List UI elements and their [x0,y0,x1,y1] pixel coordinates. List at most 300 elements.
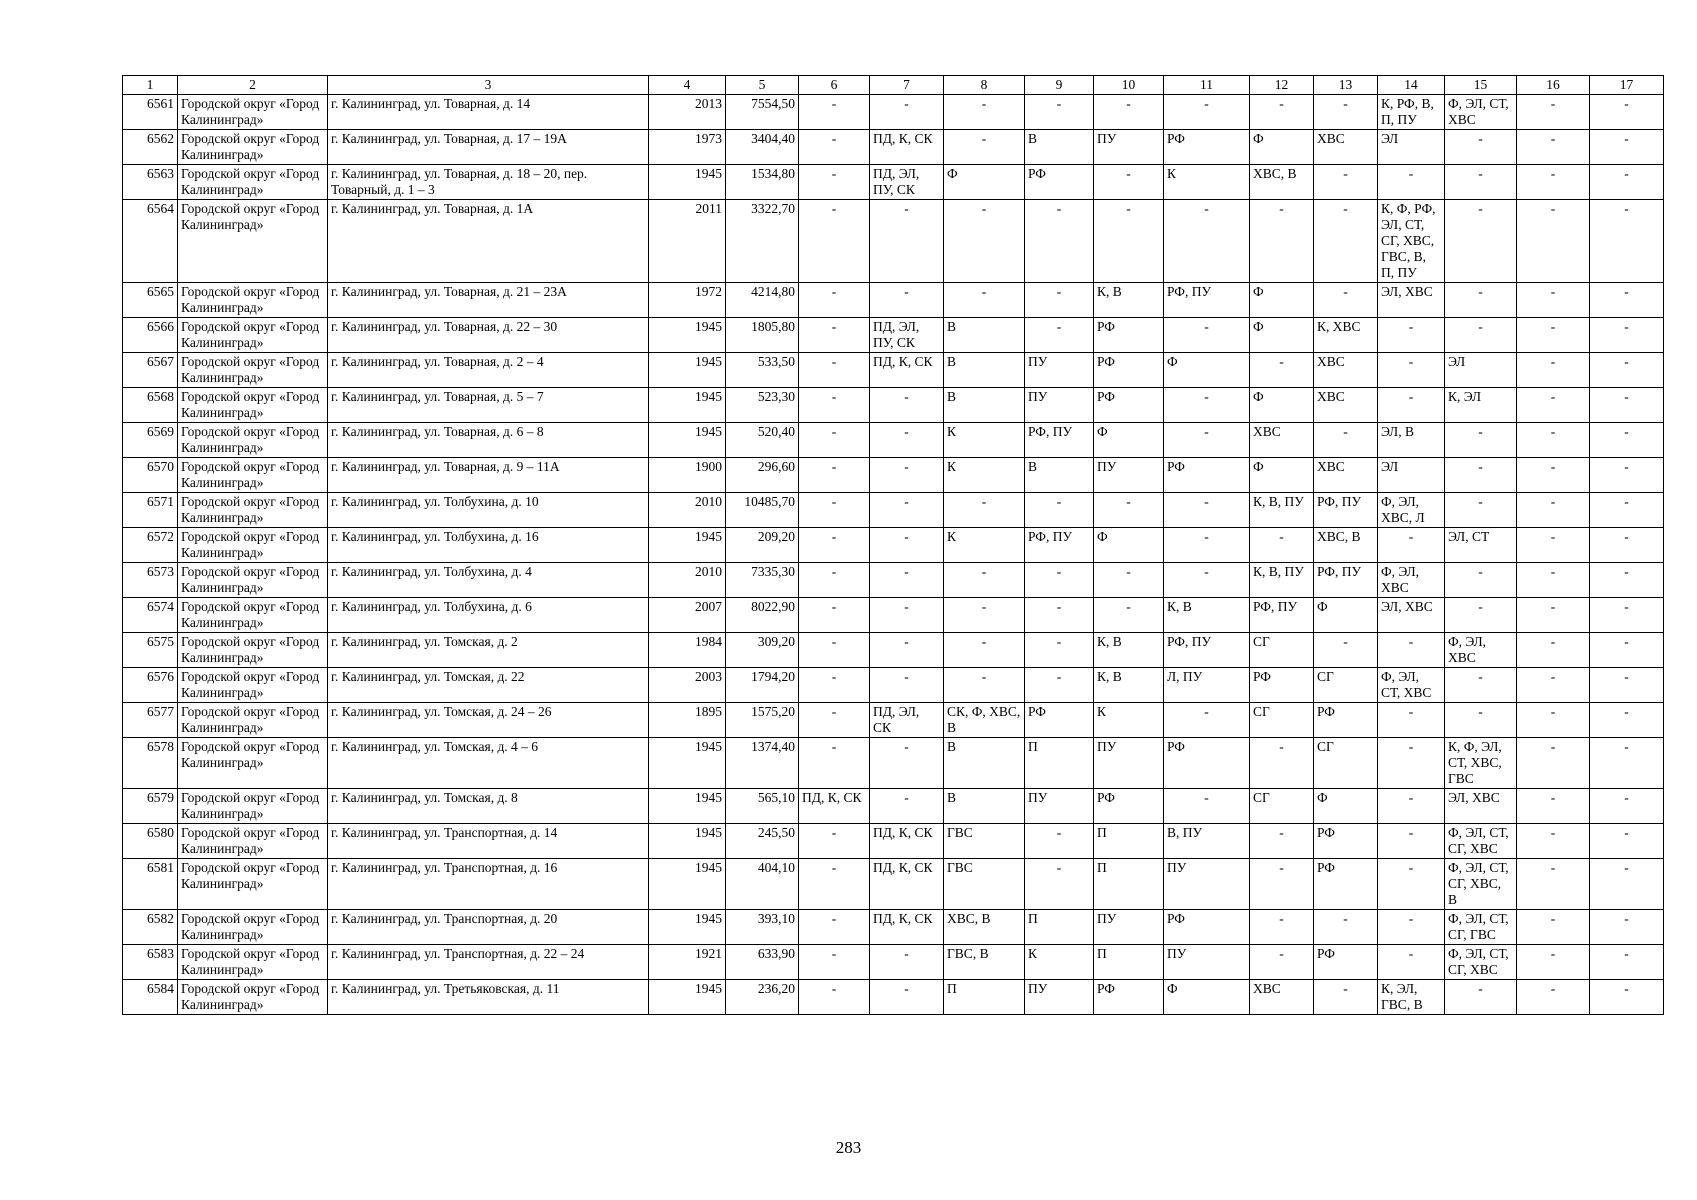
col7-cell: - [870,563,944,598]
col6-cell: - [799,388,870,423]
col7-cell: - [870,633,944,668]
address-cell: г. Калининград, ул. Товарная, д. 18 – 20, пер. Товарный, д. 1 – 3 [328,165,649,200]
col15-cell: ЭЛ, СТ [1445,528,1517,563]
address-cell: г. Калининград, ул. Толбухина, д. 4 [328,563,649,598]
col6-cell: - [799,493,870,528]
col6-cell: - [799,633,870,668]
col16-cell: - [1517,980,1590,1015]
table-row [123,388,1664,423]
col16-cell: - [1517,283,1590,318]
municipality-cell: Городской округ «Город Калининград» [178,165,328,200]
col13-cell: - [1314,910,1378,945]
col6-cell: - [799,668,870,703]
col11-cell: - [1164,703,1250,738]
row-number-cell: 6577 [123,703,178,738]
col12-cell: - [1250,528,1314,563]
col13-cell: ХВС [1314,353,1378,388]
col15-cell: К, ЭЛ [1445,388,1517,423]
municipality-cell: Городской округ «Город Калининград» [178,703,328,738]
col12-cell: ХВС, В [1250,165,1314,200]
col14-cell: Ф, ЭЛ, СТ, ХВС [1378,668,1445,703]
col12-cell: К, В, ПУ [1250,563,1314,598]
col14-cell: - [1378,703,1445,738]
table-row [123,824,1664,859]
area-cell: 209,20 [726,528,799,563]
row-number-cell: 6563 [123,165,178,200]
col16-cell: - [1517,738,1590,789]
col17-cell: - [1590,388,1664,423]
col7-cell: - [870,95,944,130]
col14-cell: ЭЛ [1378,458,1445,493]
col9-cell: П [1025,738,1094,789]
address-cell: г. Калининград, ул. Товарная, д. 6 – 8 [328,423,649,458]
col15-cell: ЭЛ [1445,353,1517,388]
column-header-10: 10 [1094,76,1164,95]
column-header-15: 15 [1445,76,1517,95]
area-cell: 1794,20 [726,668,799,703]
area-cell: 633,90 [726,945,799,980]
municipality-cell: Городской округ «Город Калининград» [178,493,328,528]
year-cell: 1945 [649,165,726,200]
col10-cell: - [1094,493,1164,528]
col7-cell: - [870,789,944,824]
col10-cell: ПУ [1094,910,1164,945]
municipality-cell: Городской округ «Город Калининград» [178,945,328,980]
col12-cell: РФ [1250,668,1314,703]
col10-cell: РФ [1094,980,1164,1015]
table-row [123,458,1664,493]
col14-cell: К, ЭЛ, ГВС, В [1378,980,1445,1015]
col9-cell: - [1025,318,1094,353]
col16-cell: - [1517,668,1590,703]
col8-cell: В [944,353,1025,388]
row-number-cell: 6564 [123,200,178,283]
year-cell: 2007 [649,598,726,633]
col7-cell: ПД, ЭЛ, ПУ, СК [870,165,944,200]
address-cell: г. Калининград, ул. Товарная, д. 5 – 7 [328,388,649,423]
address-cell: г. Калининград, ул. Транспортная, д. 14 [328,824,649,859]
col15-cell: - [1445,423,1517,458]
col8-cell: ГВС [944,859,1025,910]
col10-cell: П [1094,945,1164,980]
col7-cell: - [870,980,944,1015]
col11-cell: РФ, ПУ [1164,283,1250,318]
table-row [123,563,1664,598]
col7-cell: ПД, К, СК [870,910,944,945]
year-cell: 1895 [649,703,726,738]
row-number-cell: 6565 [123,283,178,318]
column-header-1: 1 [123,76,178,95]
col7-cell: - [870,945,944,980]
col9-cell: - [1025,283,1094,318]
row-number-cell: 6581 [123,859,178,910]
address-cell: г. Калининград, ул. Томская, д. 8 [328,789,649,824]
col17-cell: - [1590,738,1664,789]
col8-cell: - [944,598,1025,633]
year-cell: 1984 [649,633,726,668]
col8-cell: К [944,528,1025,563]
col15-cell: - [1445,980,1517,1015]
col7-cell: - [870,388,944,423]
col13-cell: СГ [1314,668,1378,703]
col15-cell: - [1445,458,1517,493]
col12-cell: - [1250,910,1314,945]
col7-cell: - [870,528,944,563]
col9-cell: ПУ [1025,353,1094,388]
col16-cell: - [1517,318,1590,353]
col14-cell: - [1378,353,1445,388]
col9-cell: РФ [1025,165,1094,200]
col7-cell: ПД, К, СК [870,824,944,859]
year-cell: 2010 [649,563,726,598]
col11-cell: - [1164,318,1250,353]
col9-cell: - [1025,598,1094,633]
col8-cell: П [944,980,1025,1015]
col8-cell: - [944,283,1025,318]
col11-cell: Л, ПУ [1164,668,1250,703]
municipality-cell: Городской округ «Город Калининград» [178,789,328,824]
row-number-cell: 6584 [123,980,178,1015]
col11-cell: РФ, ПУ [1164,633,1250,668]
area-cell: 1805,80 [726,318,799,353]
column-header-7: 7 [870,76,944,95]
year-cell: 2013 [649,95,726,130]
address-cell: г. Калининград, ул. Товарная, д. 9 – 11А [328,458,649,493]
col16-cell: - [1517,493,1590,528]
col17-cell: - [1590,563,1664,598]
col17-cell: - [1590,859,1664,910]
col10-cell: - [1094,200,1164,283]
area-cell: 236,20 [726,980,799,1015]
col16-cell: - [1517,789,1590,824]
municipality-cell: Городской округ «Город Калининград» [178,910,328,945]
column-header-5: 5 [726,76,799,95]
col11-cell: - [1164,789,1250,824]
col16-cell: - [1517,910,1590,945]
col17-cell: - [1590,668,1664,703]
table-row [123,980,1664,1015]
col10-cell: РФ [1094,318,1164,353]
col10-cell: П [1094,859,1164,910]
col16-cell: - [1517,458,1590,493]
address-cell: г. Калининград, ул. Транспортная, д. 16 [328,859,649,910]
col9-cell: - [1025,95,1094,130]
year-cell: 2010 [649,493,726,528]
col17-cell: - [1590,423,1664,458]
col15-cell: - [1445,668,1517,703]
col7-cell: ПД, ЭЛ, ПУ, СК [870,318,944,353]
col10-cell: РФ [1094,353,1164,388]
row-number-cell: 6582 [123,910,178,945]
col10-cell: ПУ [1094,738,1164,789]
column-header-17: 17 [1590,76,1664,95]
address-cell: г. Калининград, ул. Транспортная, д. 20 [328,910,649,945]
col8-cell: - [944,95,1025,130]
col15-cell: - [1445,165,1517,200]
table-row [123,200,1664,283]
municipality-cell: Городской округ «Город Калининград» [178,980,328,1015]
address-cell: г. Калининград, ул. Товарная, д. 17 – 19А [328,130,649,165]
col16-cell: - [1517,859,1590,910]
col14-cell: - [1378,318,1445,353]
col7-cell: - [870,598,944,633]
col12-cell: Ф [1250,388,1314,423]
col13-cell: - [1314,283,1378,318]
col9-cell: РФ, ПУ [1025,528,1094,563]
col7-cell: - [870,668,944,703]
table-row [123,528,1664,563]
col16-cell: - [1517,353,1590,388]
row-number-cell: 6561 [123,95,178,130]
col12-cell: - [1250,738,1314,789]
area-cell: 309,20 [726,633,799,668]
col15-cell: - [1445,703,1517,738]
row-number-cell: 6568 [123,388,178,423]
col17-cell: - [1590,318,1664,353]
col17-cell: - [1590,824,1664,859]
area-cell: 1575,20 [726,703,799,738]
row-number-cell: 6580 [123,824,178,859]
table-header [123,76,1664,95]
col17-cell: - [1590,200,1664,283]
table-row [123,910,1664,945]
table-row [123,598,1664,633]
col15-cell: Ф, ЭЛ, СТ, СГ, ГВС [1445,910,1517,945]
table-row [123,493,1664,528]
col9-cell: - [1025,563,1094,598]
col16-cell: - [1517,633,1590,668]
col10-cell: ПУ [1094,130,1164,165]
area-cell: 404,10 [726,859,799,910]
municipality-cell: Городской округ «Город Калининград» [178,200,328,283]
table-row [123,423,1664,458]
col6-cell: - [799,528,870,563]
col13-cell: - [1314,423,1378,458]
area-cell: 7554,50 [726,95,799,130]
area-cell: 523,30 [726,388,799,423]
year-cell: 1921 [649,945,726,980]
address-cell: г. Калининград, ул. Томская, д. 2 [328,633,649,668]
address-cell: г. Калининград, ул. Транспортная, д. 22 – 24 [328,945,649,980]
col11-cell: - [1164,493,1250,528]
col13-cell: Ф [1314,789,1378,824]
col9-cell: ПУ [1025,789,1094,824]
col13-cell: - [1314,633,1378,668]
col11-cell: РФ [1164,910,1250,945]
col13-cell: РФ [1314,945,1378,980]
col7-cell: - [870,738,944,789]
col14-cell: - [1378,388,1445,423]
col11-cell: В, ПУ [1164,824,1250,859]
col16-cell: - [1517,563,1590,598]
municipality-cell: Городской округ «Город Калининград» [178,633,328,668]
year-cell: 1972 [649,283,726,318]
col9-cell: - [1025,493,1094,528]
col17-cell: - [1590,945,1664,980]
area-cell: 296,60 [726,458,799,493]
year-cell: 1945 [649,423,726,458]
address-cell: г. Калининград, ул. Товарная, д. 14 [328,95,649,130]
col13-cell: - [1314,95,1378,130]
col7-cell: ПД, К, СК [870,859,944,910]
col13-cell: К, ХВС [1314,318,1378,353]
column-header-4: 4 [649,76,726,95]
col17-cell: - [1590,130,1664,165]
col13-cell: - [1314,200,1378,283]
col14-cell: К, РФ, В, П, ПУ [1378,95,1445,130]
col15-cell: - [1445,318,1517,353]
address-cell: г. Калининград, ул. Томская, д. 4 – 6 [328,738,649,789]
column-header-16: 16 [1517,76,1590,95]
year-cell: 1945 [649,738,726,789]
row-number-cell: 6579 [123,789,178,824]
col15-cell: Ф, ЭЛ, СТ, СГ, ХВС [1445,824,1517,859]
year-cell: 1900 [649,458,726,493]
col10-cell: - [1094,563,1164,598]
column-header-12: 12 [1250,76,1314,95]
row-number-cell: 6562 [123,130,178,165]
col9-cell: - [1025,824,1094,859]
area-cell: 565,10 [726,789,799,824]
col7-cell: ПД, К, СК [870,130,944,165]
col10-cell: К, В [1094,283,1164,318]
col9-cell: В [1025,458,1094,493]
col7-cell: - [870,493,944,528]
col11-cell: РФ [1164,458,1250,493]
col9-cell: - [1025,668,1094,703]
col8-cell: Ф [944,165,1025,200]
col8-cell: - [944,563,1025,598]
col11-cell: К, В [1164,598,1250,633]
municipality-cell: Городской округ «Город Калининград» [178,528,328,563]
col14-cell: - [1378,738,1445,789]
address-cell: г. Калининград, ул. Толбухина, д. 6 [328,598,649,633]
col14-cell: ЭЛ, В [1378,423,1445,458]
col6-cell: - [799,318,870,353]
year-cell: 1945 [649,824,726,859]
col14-cell: ЭЛ, ХВС [1378,598,1445,633]
year-cell: 1945 [649,318,726,353]
address-cell: г. Калининград, ул. Томская, д. 24 – 26 [328,703,649,738]
row-number-cell: 6571 [123,493,178,528]
col14-cell: К, Ф, РФ, ЭЛ, СТ, СГ, ХВС, ГВС, В, П, ПУ [1378,200,1445,283]
col16-cell: - [1517,388,1590,423]
col13-cell: СГ [1314,738,1378,789]
col11-cell: - [1164,563,1250,598]
col14-cell: - [1378,945,1445,980]
column-header-3: 3 [328,76,649,95]
page-number: 283 [835,1138,862,1157]
col11-cell: - [1164,528,1250,563]
address-cell: г. Калининград, ул. Толбухина, д. 16 [328,528,649,563]
year-cell: 1945 [649,789,726,824]
col16-cell: - [1517,528,1590,563]
col10-cell: РФ [1094,388,1164,423]
table-row [123,789,1664,824]
col15-cell: - [1445,563,1517,598]
col17-cell: - [1590,165,1664,200]
col16-cell: - [1517,703,1590,738]
year-cell: 1945 [649,528,726,563]
year-cell: 1945 [649,910,726,945]
col10-cell: Ф [1094,528,1164,563]
table-row [123,703,1664,738]
area-cell: 520,40 [726,423,799,458]
column-header-2: 2 [178,76,328,95]
col15-cell: - [1445,493,1517,528]
col11-cell: - [1164,388,1250,423]
table-row [123,130,1664,165]
col6-cell: - [799,945,870,980]
row-number-cell: 6576 [123,668,178,703]
area-cell: 1534,80 [726,165,799,200]
col17-cell: - [1590,458,1664,493]
row-number-cell: 6573 [123,563,178,598]
col15-cell: ЭЛ, ХВС [1445,789,1517,824]
column-header-9: 9 [1025,76,1094,95]
col15-cell: Ф, ЭЛ, СТ, ХВС [1445,95,1517,130]
col8-cell: ГВС [944,824,1025,859]
row-number-cell: 6575 [123,633,178,668]
col10-cell: К, В [1094,668,1164,703]
col17-cell: - [1590,283,1664,318]
area-cell: 10485,70 [726,493,799,528]
header-row [123,76,1664,95]
address-cell: г. Калининград, ул. Толбухина, д. 10 [328,493,649,528]
col17-cell: - [1590,980,1664,1015]
col16-cell: - [1517,824,1590,859]
col10-cell: - [1094,598,1164,633]
table-row [123,318,1664,353]
col14-cell: - [1378,824,1445,859]
table-row [123,165,1664,200]
col8-cell: - [944,668,1025,703]
col17-cell: - [1590,95,1664,130]
col6-cell: - [799,859,870,910]
col12-cell: - [1250,945,1314,980]
municipality-cell: Городской округ «Город Калининград» [178,738,328,789]
municipality-cell: Городской округ «Город Калининград» [178,598,328,633]
col15-cell: - [1445,200,1517,283]
municipality-cell: Городской округ «Город Калининград» [178,668,328,703]
table-body [123,95,1664,1015]
row-number-cell: 6572 [123,528,178,563]
col17-cell: - [1590,703,1664,738]
col6-cell: - [799,598,870,633]
municipality-cell: Городской округ «Город Калининград» [178,95,328,130]
col7-cell: - [870,423,944,458]
table-row [123,95,1664,130]
col8-cell: ХВС, В [944,910,1025,945]
col9-cell: ПУ [1025,388,1094,423]
column-header-14: 14 [1378,76,1445,95]
col13-cell: - [1314,165,1378,200]
col13-cell: РФ, ПУ [1314,563,1378,598]
col6-cell: - [799,910,870,945]
address-cell: г. Калининград, ул. Томская, д. 22 [328,668,649,703]
col6-cell: - [799,458,870,493]
col17-cell: - [1590,528,1664,563]
col12-cell: СГ [1250,789,1314,824]
col16-cell: - [1517,165,1590,200]
col10-cell: РФ [1094,789,1164,824]
col12-cell: Ф [1250,458,1314,493]
col11-cell: - [1164,423,1250,458]
table-row [123,668,1664,703]
municipality-cell: Городской округ «Город Калининград» [178,423,328,458]
col11-cell: РФ [1164,130,1250,165]
municipality-cell: Городской округ «Город Калининград» [178,563,328,598]
